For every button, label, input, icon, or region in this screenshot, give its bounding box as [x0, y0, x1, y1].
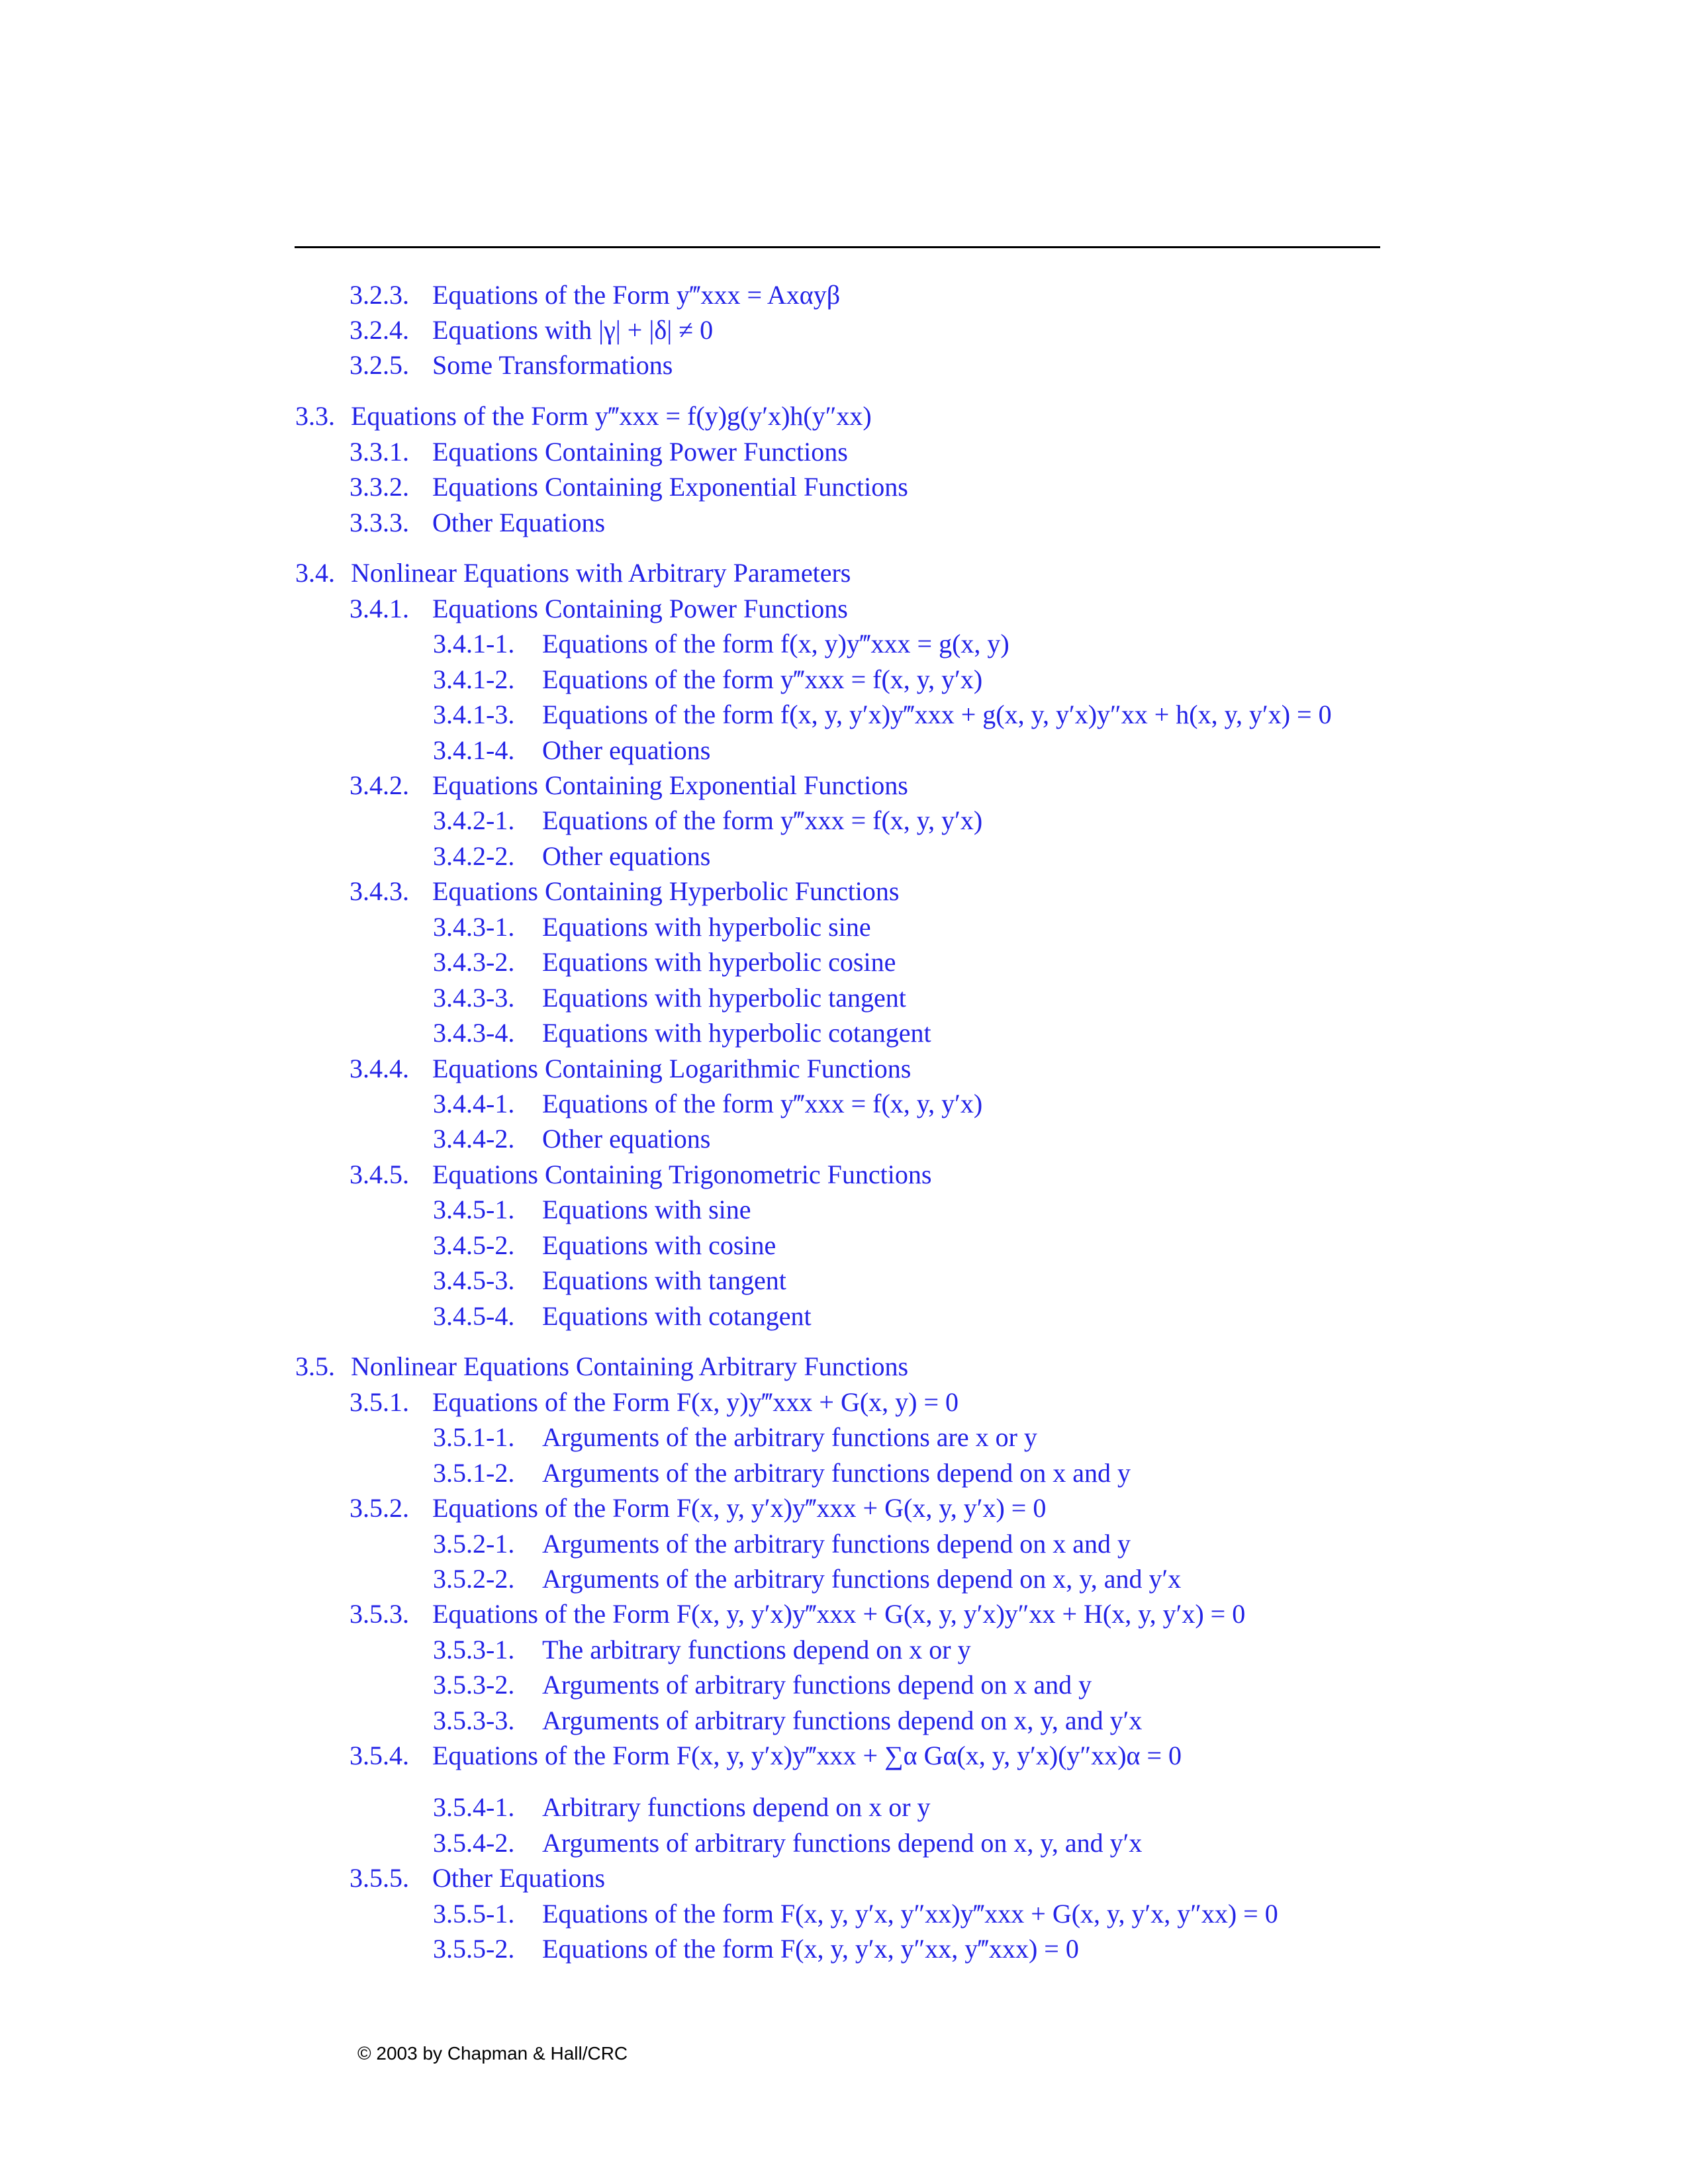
toc-number: 3.5.2. [350, 1493, 409, 1523]
toc-number: 3.4. [295, 558, 335, 588]
toc-title: Equations of the form f(x, y, y′x)y‴xxx + g(x, y, y′x)y″xx + h(x, y, y′x) = 0 [542, 700, 1332, 729]
toc-number: 3.4.1-3. [433, 700, 515, 729]
toc-title: Equations with hyperbolic tangent [542, 983, 906, 1013]
toc-title: Equations with cosine [542, 1230, 776, 1260]
toc-title: Arguments of the arbitrary functions depend on x and y [542, 1458, 1131, 1488]
toc-title: Other equations [542, 735, 711, 765]
toc-number: 3.2.5. [350, 350, 409, 380]
toc-number: 3.4.1-2. [433, 664, 515, 694]
toc-title: Equations Containing Power Functions [432, 437, 848, 467]
toc-title: Equations of the form y‴xxx = f(x, y, y′x) [542, 805, 983, 835]
toc-number: 3.5.3-1. [433, 1635, 515, 1664]
toc-number: 3.3.1. [350, 437, 409, 467]
toc-title: Equations of the Form F(x, y, y′x)y‴xxx + ∑α Gα(x, y, y′x)(y″xx)α = 0 [432, 1741, 1182, 1770]
toc-title: Arguments of arbitrary functions depend on x, y, and y′x [542, 1706, 1143, 1735]
toc-number: 3.3. [295, 401, 335, 431]
toc-number: 3.5.3. [350, 1599, 409, 1629]
toc-number: 3.4.4. [350, 1054, 409, 1083]
toc-title: Equations with tangent [542, 1265, 786, 1295]
toc-number: 3.5. [295, 1351, 335, 1381]
toc-title: Other Equations [432, 1863, 606, 1893]
toc-number: 3.3.2. [350, 472, 409, 502]
toc-title: Equations of the Form F(x, y, y′x)y‴xxx + G(x, y, y′x) = 0 [432, 1493, 1047, 1523]
toc-title: Equations of the form y‴xxx = f(x, y, y′x) [542, 664, 983, 694]
toc-title: Equations of the form y‴xxx = f(x, y, y′x) [542, 1089, 983, 1118]
toc-number: 3.4.1. [350, 594, 409, 623]
toc-number: 3.4.5. [350, 1160, 409, 1189]
toc-number: 3.4.3-1. [433, 912, 515, 942]
toc-title: Arguments of the arbitrary functions depend on x, y, and y′x [542, 1564, 1182, 1594]
toc-title: Other Equations [432, 508, 606, 537]
toc-number: 3.4.5-1. [433, 1195, 515, 1224]
toc-title: Equations Containing Trigonometric Functions [432, 1160, 932, 1189]
toc-number: 3.4.5-3. [433, 1265, 515, 1295]
toc-number: 3.5.5-1. [433, 1899, 515, 1929]
toc-number: 3.4.2-2. [433, 841, 515, 871]
toc-number: 3.5.3-2. [433, 1670, 515, 1700]
toc-title: Equations with |γ| + |δ| ≠ 0 [432, 315, 714, 345]
toc-title: Some Transformations [432, 350, 673, 380]
toc-number: 3.5.3-3. [433, 1706, 515, 1735]
toc-number: 3.5.5-2. [433, 1934, 515, 1964]
toc-number: 3.4.3. [350, 876, 409, 906]
toc-number: 3.4.2. [350, 770, 409, 800]
toc-title: Equations with hyperbolic cotangent [542, 1018, 931, 1048]
toc-title: Equations Containing Exponential Functions [432, 472, 908, 502]
toc-number: 3.4.3-2. [433, 947, 515, 977]
toc-number: 3.4.5-2. [433, 1230, 515, 1260]
toc-number: 3.5.2-1. [433, 1529, 515, 1559]
toc-title: Equations of the Form F(x, y, y′x)y‴xxx + G(x, y, y′x)y″xx + H(x, y, y′x) = 0 [432, 1599, 1246, 1629]
toc-title: Other equations [542, 841, 711, 871]
toc-number: 3.5.5. [350, 1863, 409, 1893]
toc-title: Equations of the Form F(x, y)y‴xxx + G(x, y) = 0 [432, 1387, 959, 1417]
toc-number: 3.5.1-1. [433, 1422, 515, 1452]
toc-number: 3.4.2-1. [433, 805, 515, 835]
toc-number: 3.4.3-4. [433, 1018, 515, 1048]
toc-title: Equations of the Form y‴xxx = Axαyβ [432, 280, 841, 310]
toc-number: 3.4.5-4. [433, 1301, 515, 1331]
toc-title: Equations Containing Exponential Functions [432, 770, 908, 800]
toc-title: Equations of the form F(x, y, y′x, y″xx)y‴xxx + G(x, y, y′x, y″xx) = 0 [542, 1899, 1278, 1929]
toc-number: 3.3.3. [350, 508, 409, 537]
toc-title: Equations Containing Power Functions [432, 594, 848, 623]
toc-number: 3.5.1. [350, 1387, 409, 1417]
toc-title: Equations with cotangent [542, 1301, 812, 1331]
toc-title: Arguments of arbitrary functions depend on x, y, and y′x [542, 1828, 1143, 1858]
toc-title: Arguments of arbitrary functions depend on x and y [542, 1670, 1092, 1700]
toc-title: Arguments of the arbitrary functions depend on x and y [542, 1529, 1131, 1559]
toc-title: The arbitrary functions depend on x or y [542, 1635, 971, 1664]
toc-number: 3.5.1-2. [433, 1458, 515, 1488]
toc-title: Other equations [542, 1124, 711, 1154]
toc-title: Equations with hyperbolic sine [542, 912, 871, 942]
toc-number: 3.2.4. [350, 315, 409, 345]
toc-number: 3.4.3-3. [433, 983, 515, 1013]
toc-number: 3.4.1-1. [433, 629, 515, 659]
toc-title: Equations of the form f(x, y)y‴xxx = g(x, y) [542, 629, 1009, 659]
toc-number: 3.4.4-2. [433, 1124, 515, 1154]
toc-number: 3.4.4-1. [433, 1089, 515, 1118]
toc-title: Arbitrary functions depend on x or y [542, 1792, 931, 1822]
toc-number: 3.5.2-2. [433, 1564, 515, 1594]
toc-title: Equations of the form F(x, y, y′x, y″xx, y‴xxx) = 0 [542, 1934, 1079, 1964]
toc-number: 3.5.4-1. [433, 1792, 515, 1822]
toc-title: Equations Containing Logarithmic Functions [432, 1054, 912, 1083]
toc-title: Equations Containing Hyperbolic Functions [432, 876, 900, 906]
toc-title: Nonlinear Equations with Arbitrary Parameters [351, 558, 851, 588]
toc-title: Equations with hyperbolic cosine [542, 947, 896, 977]
toc-title: Equations with sine [542, 1195, 751, 1224]
toc-title: Nonlinear Equations Containing Arbitrary Functions [351, 1351, 909, 1381]
toc-title: Equations of the Form y‴xxx = f(y)g(y′x)h(y″xx) [351, 401, 872, 431]
toc-number: 3.4.1-4. [433, 735, 515, 765]
toc-number: 3.5.4. [350, 1741, 409, 1770]
copyright-footer: © 2003 by Chapman & Hall/CRC [357, 2043, 628, 2064]
toc-number: 3.2.3. [350, 280, 409, 310]
toc-title: Arguments of the arbitrary functions are x or y [542, 1422, 1037, 1452]
toc-number: 3.5.4-2. [433, 1828, 515, 1858]
